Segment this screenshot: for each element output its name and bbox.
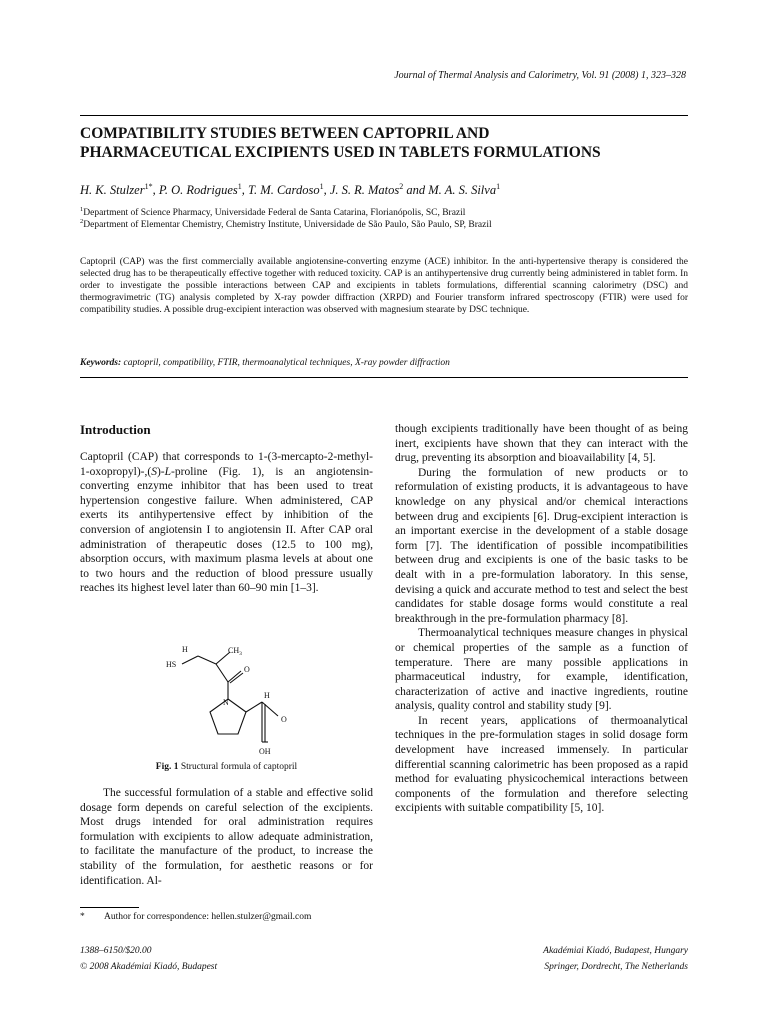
keywords: [80, 358, 688, 368]
author-affiliation-mark: 2: [399, 182, 404, 191]
affiliation-mark: 2: [80, 218, 84, 225]
atom-label-o: O: [244, 665, 250, 674]
footer-left: [80, 943, 217, 975]
atom-label-hs: HS: [166, 660, 177, 669]
atom-label-n: N: [223, 698, 229, 707]
author-list: [80, 183, 690, 198]
atom-label-h: H: [264, 691, 270, 700]
author-affiliation-mark: 1: [237, 182, 242, 191]
left-column-top: [80, 450, 373, 596]
section-heading-introduction: Introduction: [80, 422, 151, 437]
title-line-2: PHARMACEUTICAL EXCIPIENTS USED IN TABLETS FORMULATIONS: [80, 144, 601, 161]
affiliation-mark: 1: [80, 206, 84, 213]
paragraph-text: -proline (Fig. 1), is an angiotensin-converting enzyme inhibitor that has been used to treat hypertension congestive failure. When administered, CAP exerts its antihypertensive effect by inhibition of the conversion of angiotensin I to angiotensin II. After CAP oral administration of therapeutic doses (12.5 to 100 mg), absorption occurs, with maximum plasma levels at about one to two hours and the reduction of blood pressure usually reaches its highest level later than 60–90 min [1–3].: [80, 465, 373, 595]
captopril-structure-figure: [158, 644, 308, 759]
affiliation-text: Department of Elementar Chemistry, Chemistry Institute, Universidade de São Paulo, São Paulo, SP, Brazil: [83, 220, 492, 230]
author-name: T. M. Cardoso: [248, 183, 320, 197]
atom-label-oh: OH: [259, 747, 271, 756]
keywords-text: captopril, compatibility, FTIR, thermoanalytical techniques, X-ray powder diffraction: [121, 358, 450, 368]
left-column-bottom: [80, 786, 373, 888]
paragraph: In recent years, applications of thermoanalytical techniques in the pre-formulation stages in solid dosage form development have increased immensely. In particular differential scanning calorimetric has been proposed as a rapid method for evaluating physicochemical interactions between components of the formulation and therefore selecting excipients with suitable compatibility [5, 10].: [395, 714, 688, 815]
publisher-2: Springer, Dordrecht, The Netherlands: [544, 962, 688, 972]
author-separator: ,: [152, 183, 159, 197]
affiliations: [80, 207, 690, 231]
author-separator: ,: [241, 183, 249, 197]
atom-label-o: O: [281, 715, 287, 724]
paragraph-text: )-: [156, 465, 165, 478]
figure-label: Fig. 1: [155, 762, 179, 772]
author-affiliation-mark: 1*: [144, 182, 153, 191]
title-line-1: COMPATIBILITY STUDIES BETWEEN CAPTOPRIL AND: [80, 125, 490, 142]
footnote-mark: *: [80, 912, 85, 922]
header-rule: [80, 115, 688, 116]
paragraph: During the formulation of new products or to reformulation of existing products, it is advantageous to have knowledge on any physical and/or chemical interactions between drug and excipients [6]. Drug-excipient interaction is an important exercise in the development of a stable dosage form [7]. The identification of possible incompatibilities between drug and excipients is one of the basic tasks to be dealt with in a pre-formulation laboratory. In this sense, devising a quick and accurate method to test and select the best candidates for stable dosage forms would constitute a real breakthrough in the pre-formulation pharmacy [8].: [395, 466, 688, 625]
footer-right: [543, 943, 688, 975]
author-separator: ,: [323, 183, 330, 197]
author-affiliation-mark: 1: [496, 182, 501, 191]
abstract: Captopril (CAP) was the first commercially available angiotensine-converting enzyme (ACE) inhibitor. In the anti-hypertensive therapy is considered the selected drug has to be therapeutically effective together with reduced toxicity. CAP is an antihypertensive drug currently being administered in tablet form. In order to investigate the possible interactions between CAP and excipients in tablets formulations, differential scanning calorimetry (DSC) and thermogravimetric (TG) analysis completed by X-ray powder diffraction (XRPD) and Fourier transform infrared spectroscopy (FTIR) were used for compatibility studies. A possible drug-excipient interaction was observed with magnesium stearate by DSC technique.: [80, 257, 688, 316]
article-title: [80, 124, 700, 162]
stereo-descriptor: S: [151, 465, 157, 478]
footnote-rule: [80, 907, 139, 908]
footnote-text: Author for correspondence: hellen.stulzer@gmail.com: [104, 912, 312, 922]
figure-caption: [80, 762, 373, 772]
keywords-label: Keywords:: [80, 358, 122, 368]
issn-price: 1388–6150/$20.00: [80, 946, 152, 956]
paragraph: though excipients traditionally have been thought of as being inert, excipients have shown that they can interact with the drug, preventing its absorption and bioavailability [4, 5].: [395, 423, 688, 465]
paragraph-text: Captopril (CAP) that corresponds to 1-(3-mercapto-2-methyl-1-oxopropyl)-,(: [80, 451, 373, 478]
paragraph: The successful formulation of a stable and effective solid dosage form depends on careful selection of the excipients. Most drugs intended for oral administration requires formulation with excipients to allow adequate administration, to facilitate the manufacture of the product, to increase the stability of the formulation, for aesthetic reasons or for identification. Al-: [80, 787, 373, 887]
affiliation-2: [80, 219, 690, 231]
publisher-1: Akadémiai Kiadó, Budapest, Hungary: [543, 946, 688, 956]
author-name: J. S. R. Matos: [329, 183, 400, 197]
paragraph: Thermoanalytical techniques measure changes in physical or chemical properties of the sample as a function of temperature. There are many possible applications in pharmaceutical industry, for example, identification, characterization of active and inactive ingredients, routine analysis, quality control and stability study [9].: [395, 627, 688, 713]
author-affiliation-mark: 1: [319, 182, 324, 191]
author-name: H. K. Stulzer: [80, 183, 145, 197]
affiliation-1: [80, 207, 690, 219]
figure-caption-text: Structural formula of captopril: [178, 762, 298, 772]
author-conjunction: and: [403, 183, 429, 197]
author-name: M. A. S. Silva: [428, 183, 497, 197]
author-name: P. O. Rodrigues: [158, 183, 238, 197]
affiliation-text: Department of Science Pharmacy, Universidade Federal de Santa Catarina, Florianópolis, SC, Brazil: [83, 208, 466, 218]
footnote: [80, 912, 311, 922]
stereo-descriptor: L: [164, 465, 172, 478]
paragraph: [80, 450, 373, 596]
right-column: [395, 422, 688, 816]
atom-label-ch3: $CH_3$: [228, 646, 242, 657]
journal-header: Journal of Thermal Analysis and Calorimetry, Vol. 91 (2008) 1, 323–328: [394, 70, 686, 81]
atom-label-h: H: [182, 645, 188, 654]
copyright: © 2008 Akadémiai Kiadó, Budapest: [80, 962, 218, 972]
keywords-rule: [80, 377, 688, 378]
